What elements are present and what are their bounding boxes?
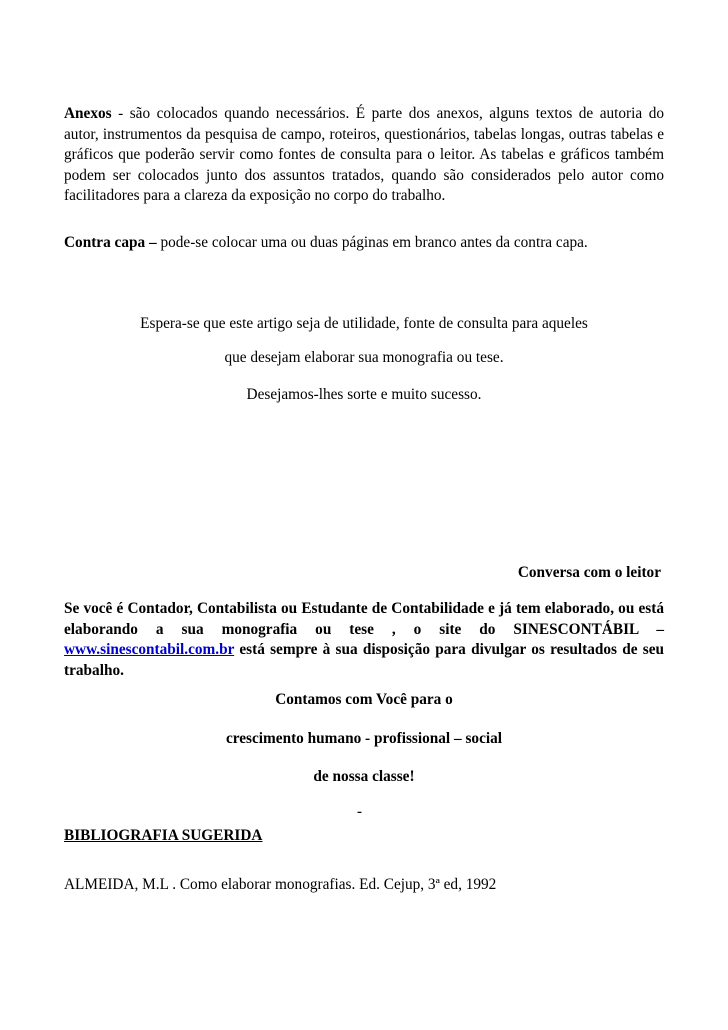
contra-capa-paragraph: [64, 233, 664, 254]
conversa-text-before: Se você é Contador, Contabilista ou Estudante de Contabilidade e já tem elaborado, ou está elaborando a sua monografia ou tese , o site do SINESCONTÁBIL –: [64, 600, 664, 638]
conversa-paragraph: [64, 599, 664, 681]
anexos-paragraph: [64, 104, 664, 207]
bibliography-reference: ALMEIDA, M.L . Como elaborar monografias. Ed. Cejup, 3ª ed, 1992: [64, 876, 497, 893]
anexos-term: Anexos: [64, 105, 112, 122]
conversa-text-after: está sempre à sua disposição para divulgar os resultados de seu trabalho.: [64, 641, 664, 679]
contamos-line-3: de nossa classe!: [313, 768, 415, 785]
closing-line-3: Desejamos-lhes sorte e muito sucesso.: [246, 386, 482, 403]
contamos-line-2: crescimento humano - profissional – social: [225, 730, 503, 747]
separator-dash: -: [357, 804, 362, 820]
contamos-line-1: Contamos com Você para o: [275, 691, 453, 708]
contra-capa-term: Contra capa –: [64, 234, 157, 251]
contra-capa-text: pode-se colocar uma ou duas páginas em branco antes da contra capa.: [156, 234, 588, 251]
conversa-heading: Conversa com o leitor: [517, 564, 661, 581]
closing-line-2: que desejam elaborar sua monografia ou tese.: [224, 349, 504, 366]
sinescontabil-link[interactable]: www.sinescontabil.com.br: [64, 641, 235, 658]
bibliografia-heading: BIBLIOGRAFIA SUGERIDA: [64, 827, 263, 844]
closing-line-1: Espera-se que este artigo seja de utilidade, fonte de consulta para aqueles: [140, 315, 588, 332]
anexos-text: - são colocados quando necessários. É parte dos anexos, alguns textos de autoria do autor, instrumentos da pesquisa de campo, roteiros, questionários, tabelas longas, outras tabelas e gráficos que poderão servir como fontes de consulta para o leitor. As tabelas e gráficos também podem ser colocados junto dos assuntos tratados, quando são considerados pelo autor como facilitadores para a clareza da exposição no corpo do trabalho.: [64, 105, 664, 204]
